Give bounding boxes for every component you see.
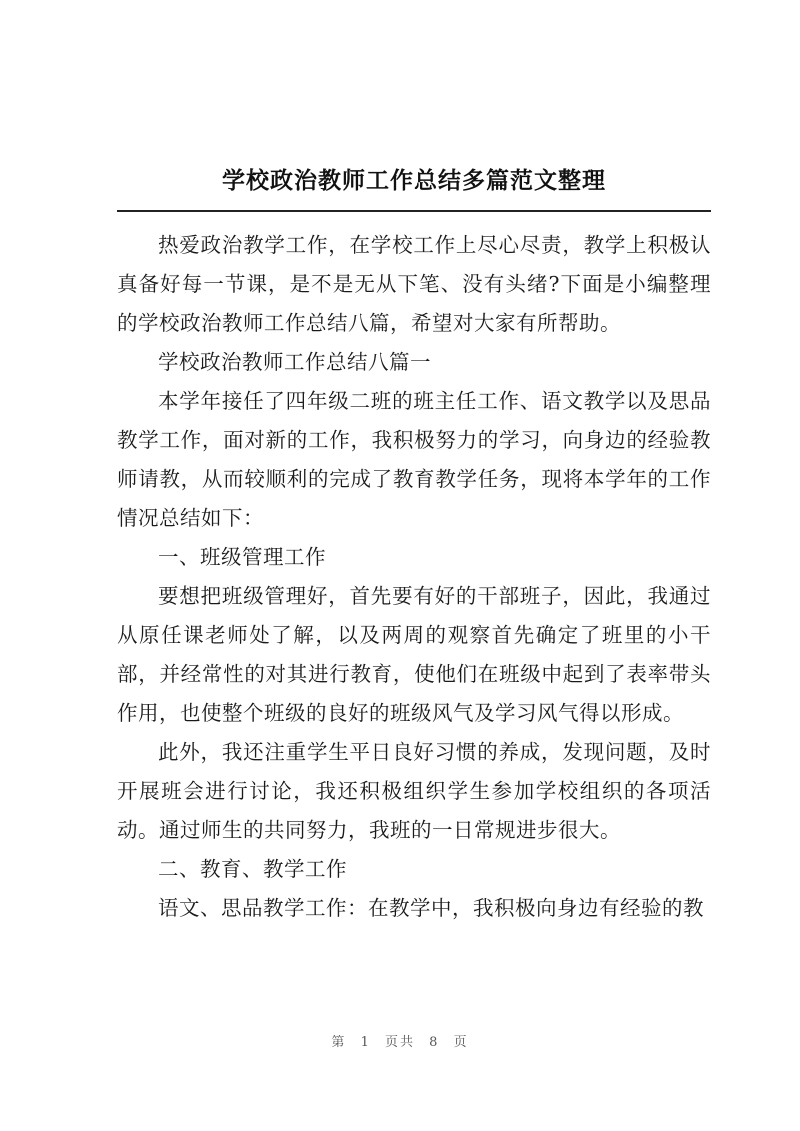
body-paragraph: 语文、思品教学工作：在教学中，我积极向身边有经验的教 [158, 896, 704, 920]
footer-middle: 页共 [384, 1035, 415, 1050]
title-divider [117, 210, 711, 212]
footer-page-number: 1 [360, 1035, 371, 1050]
document-body [117, 226, 711, 928]
section-heading-class-management: 一、班级管理工作 [158, 545, 326, 569]
footer-prefix: 第 [331, 1035, 347, 1050]
body-paragraph: 本学年接任了四年级二班的班主任工作、语文教学以及思品教学工作，面对新的工作，我积极努力的学习，向身边的经验教师请教，从而较顺利的完成了教育教学任务，现将本学年的工作情况总结如下： [117, 389, 711, 530]
page-footer [0, 1031, 800, 1050]
section-heading-teaching: 二、教育、教学工作 [158, 857, 347, 881]
document-title: 学校政治教师工作总结多篇范文整理 [222, 167, 606, 194]
body-paragraph: 此外，我还注重学生平日良好习惯的养成，发现问题，及时开展班会进行讨论，我还积极组织学生参加学校组织的各项活动。通过师生的共同努力，我班的一日常规进步很大。 [117, 740, 711, 842]
section-heading-part-one: 学校政治教师工作总结八篇一 [158, 350, 431, 374]
footer-total-pages: 8 [429, 1035, 440, 1050]
body-paragraph: 要想把班级管理好，首先要有好的干部班子，因此，我通过从原任课老师处了解，以及两周的观察首先确定了班里的小干部，并经常性的对其进行教育，使他们在班级中起到了表率带头作用，也使整个班级的良好的班级风气及学习风气得以形成。 [117, 584, 711, 725]
footer-suffix: 页 [453, 1035, 469, 1050]
intro-paragraph: 热爱政治教学工作，在学校工作上尽心尽责，教学上积极认真备好每一节课，是不是无从下笔、没有头绪?下面是小编整理的学校政治教师工作总结八篇，希望对大家有所帮助。 [117, 233, 711, 335]
